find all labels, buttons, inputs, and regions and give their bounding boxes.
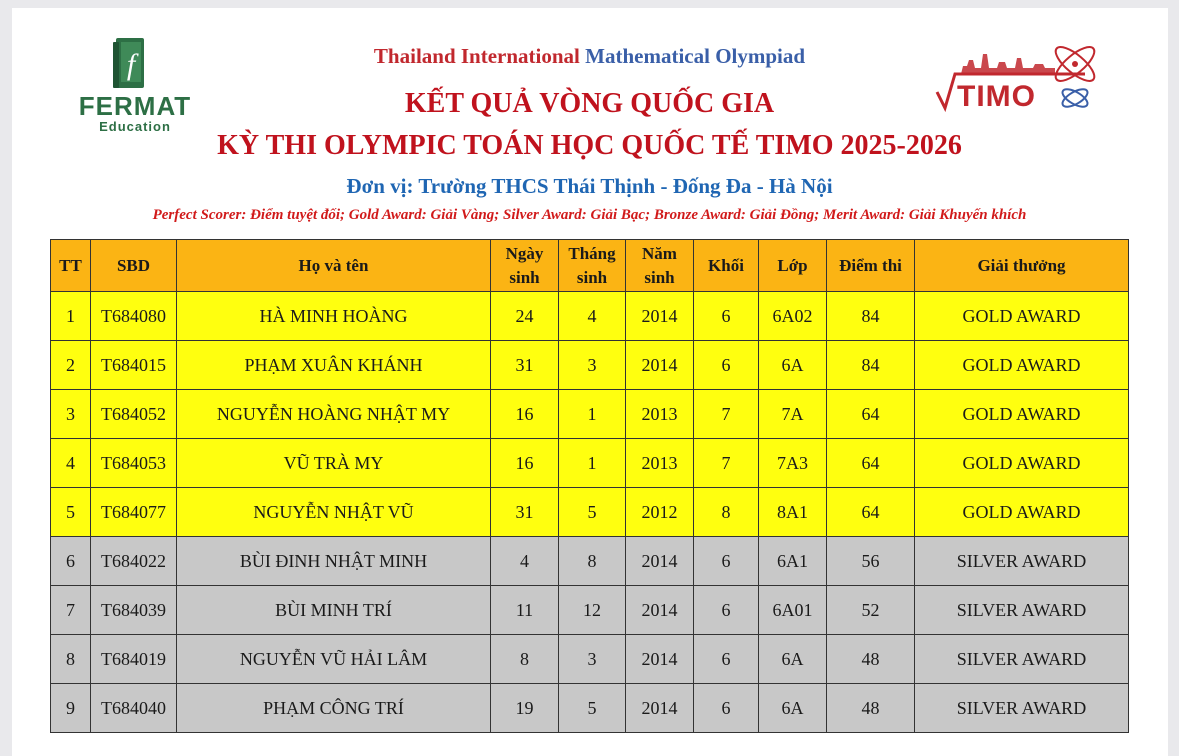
row-number-cell: 5 — [51, 488, 91, 537]
row-number-cell: 3 — [51, 390, 91, 439]
candidate-id-cell: T684039 — [91, 586, 177, 635]
class-name-cell: 8A1 — [759, 488, 827, 537]
award-cell: GOLD AWARD — [915, 341, 1129, 390]
candidate-id-cell: T684022 — [91, 537, 177, 586]
student-name-cell: HÀ MINH HOÀNG — [177, 292, 491, 341]
table-row — [51, 292, 1129, 341]
birth-year-cell: 2014 — [626, 586, 694, 635]
candidate-id-cell: T684080 — [91, 292, 177, 341]
grade-level-cell: 7 — [694, 390, 759, 439]
score-cell: 48 — [827, 684, 915, 733]
birth-day-cell: 24 — [491, 292, 559, 341]
birth-day-cell: 16 — [491, 390, 559, 439]
row-number-cell: 6 — [51, 537, 91, 586]
class-name-cell: 6A1 — [759, 537, 827, 586]
student-name-cell: NGUYỄN HOÀNG NHẬT MY — [177, 390, 491, 439]
score-cell: 52 — [827, 586, 915, 635]
row-number-cell: 2 — [51, 341, 91, 390]
table-row — [51, 537, 1129, 586]
fermat-logo-subtitle: Education — [99, 119, 171, 134]
award-cell: GOLD AWARD — [915, 439, 1129, 488]
column-header: SBD — [91, 240, 177, 292]
class-name-cell: 6A — [759, 684, 827, 733]
class-name-cell: 7A — [759, 390, 827, 439]
score-cell: 64 — [827, 488, 915, 537]
student-name-cell: NGUYỄN NHẬT VŨ — [177, 488, 491, 537]
birth-day-cell: 11 — [491, 586, 559, 635]
birth-year-cell: 2013 — [626, 439, 694, 488]
student-name-cell: NGUYỄN VŨ HẢI LÂM — [177, 635, 491, 684]
birth-month-cell: 1 — [559, 439, 626, 488]
column-header: Tháng sinh — [559, 240, 626, 292]
timo-logo-name: TIMO — [957, 80, 1036, 113]
column-header: Điểm thi — [827, 240, 915, 292]
grade-level-cell: 6 — [694, 635, 759, 684]
birth-year-cell: 2014 — [626, 341, 694, 390]
table-row — [51, 635, 1129, 684]
candidate-id-cell: T684015 — [91, 341, 177, 390]
birth-year-cell: 2014 — [626, 635, 694, 684]
table-header-row — [51, 240, 1129, 292]
score-cell: 84 — [827, 292, 915, 341]
fermat-book-letter: f — [126, 48, 136, 81]
table-row — [51, 341, 1129, 390]
class-name-cell: 7A3 — [759, 439, 827, 488]
results-table — [50, 239, 1129, 733]
student-name-cell: PHẠM CÔNG TRÍ — [177, 684, 491, 733]
class-name-cell: 6A02 — [759, 292, 827, 341]
birth-month-cell: 5 — [559, 684, 626, 733]
grade-level-cell: 7 — [694, 439, 759, 488]
candidate-id-cell: T684053 — [91, 439, 177, 488]
award-cell: SILVER AWARD — [915, 537, 1129, 586]
birth-day-cell: 31 — [491, 341, 559, 390]
score-cell: 56 — [827, 537, 915, 586]
main-title-line2: KỲ THI OLYMPIC TOÁN HỌC QUỐC TẾ TIMO 2025-2026 — [217, 130, 962, 161]
column-header: Năm sinh — [626, 240, 694, 292]
student-name-cell: BÙI MINH TRÍ — [177, 586, 491, 635]
award-cell: GOLD AWARD — [915, 390, 1129, 439]
birth-year-cell: 2014 — [626, 292, 694, 341]
student-name-cell: VŨ TRÀ MY — [177, 439, 491, 488]
student-name-cell: PHẠM XUÂN KHÁNH — [177, 341, 491, 390]
organization-title-part2: Mathematical Olympiad — [585, 44, 806, 68]
grade-level-cell: 8 — [694, 488, 759, 537]
school-unit: Đơn vị: Trường THCS Thái Thịnh - Đống Đa - Hà Nội — [346, 174, 833, 198]
birth-month-cell: 5 — [559, 488, 626, 537]
student-name-cell: BÙI ĐINH NHẬT MINH — [177, 537, 491, 586]
grade-level-cell: 6 — [694, 537, 759, 586]
organization-title-part1: Thailand International — [373, 44, 580, 68]
column-header: Ngày sinh — [491, 240, 559, 292]
table-body — [51, 292, 1129, 733]
score-cell: 64 — [827, 390, 915, 439]
birth-day-cell: 4 — [491, 537, 559, 586]
class-name-cell: 6A01 — [759, 586, 827, 635]
birth-year-cell: 2014 — [626, 684, 694, 733]
fermat-logo-name: FERMAT — [78, 91, 192, 121]
row-number-cell: 8 — [51, 635, 91, 684]
score-cell: 84 — [827, 341, 915, 390]
birth-day-cell: 31 — [491, 488, 559, 537]
column-header: Lớp — [759, 240, 827, 292]
grade-level-cell: 6 — [694, 292, 759, 341]
candidate-id-cell: T684052 — [91, 390, 177, 439]
column-header: TT — [51, 240, 91, 292]
birth-month-cell: 12 — [559, 586, 626, 635]
birth-month-cell: 1 — [559, 390, 626, 439]
column-header: Khối — [694, 240, 759, 292]
award-cell: SILVER AWARD — [915, 684, 1129, 733]
birth-year-cell: 2012 — [626, 488, 694, 537]
birth-day-cell: 8 — [491, 635, 559, 684]
table-row — [51, 439, 1129, 488]
birth-month-cell: 8 — [559, 537, 626, 586]
grade-level-cell: 6 — [694, 684, 759, 733]
table-row — [51, 488, 1129, 537]
column-header: Họ và tên — [177, 240, 491, 292]
class-name-cell: 6A — [759, 635, 827, 684]
birth-month-cell: 4 — [559, 292, 626, 341]
table-row — [51, 390, 1129, 439]
birth-year-cell: 2014 — [626, 537, 694, 586]
candidate-id-cell: T684019 — [91, 635, 177, 684]
birth-month-cell: 3 — [559, 635, 626, 684]
organization-title — [0, 44, 1179, 69]
candidate-id-cell: T684077 — [91, 488, 177, 537]
candidate-id-cell: T684040 — [91, 684, 177, 733]
birth-day-cell: 16 — [491, 439, 559, 488]
award-cell: GOLD AWARD — [915, 292, 1129, 341]
award-cell: SILVER AWARD — [915, 586, 1129, 635]
row-number-cell: 4 — [51, 439, 91, 488]
birth-year-cell: 2013 — [626, 390, 694, 439]
award-cell: GOLD AWARD — [915, 488, 1129, 537]
grade-level-cell: 6 — [694, 341, 759, 390]
score-cell: 64 — [827, 439, 915, 488]
column-header: Giải thưởng — [915, 240, 1129, 292]
award-cell: SILVER AWARD — [915, 635, 1129, 684]
main-title-line1: KẾT QUẢ VÒNG QUỐC GIA — [404, 88, 775, 119]
row-number-cell: 7 — [51, 586, 91, 635]
row-number-cell: 9 — [51, 684, 91, 733]
row-number-cell: 1 — [51, 292, 91, 341]
table-row — [51, 586, 1129, 635]
birth-month-cell: 3 — [559, 341, 626, 390]
award-legend: Perfect Scorer: Điểm tuyệt đối; Gold Award: Giải Vàng; Silver Award: Giải Bạc; Bronze Award: Giải Đồng; Merit Award: Giải Khuyến khích — [152, 207, 1027, 223]
table-row — [51, 684, 1129, 733]
score-cell: 48 — [827, 635, 915, 684]
birth-day-cell: 19 — [491, 684, 559, 733]
grade-level-cell: 6 — [694, 586, 759, 635]
class-name-cell: 6A — [759, 341, 827, 390]
